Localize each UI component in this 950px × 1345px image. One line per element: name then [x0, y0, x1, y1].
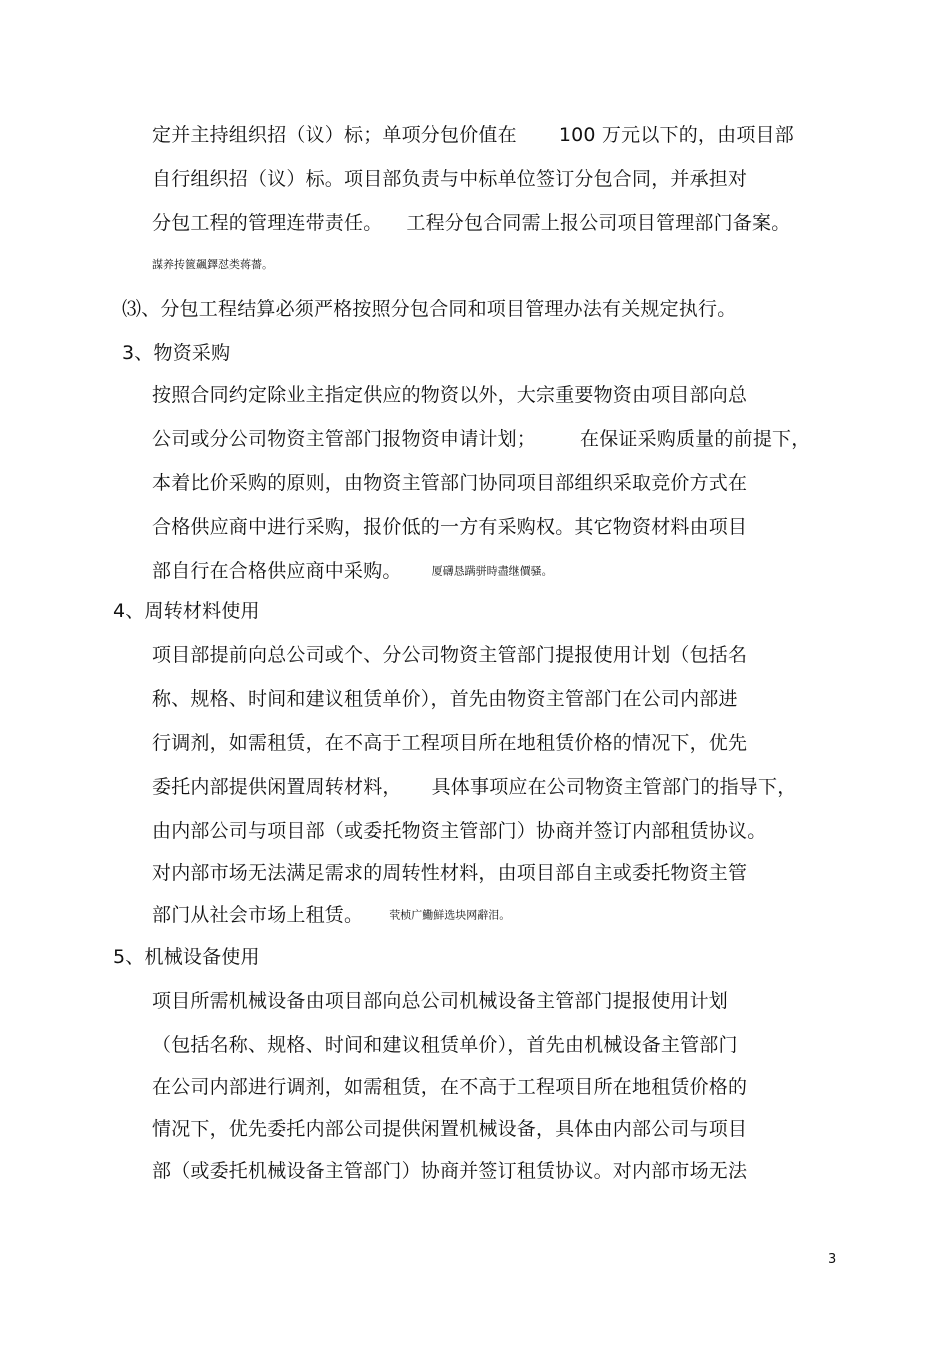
- page-number: 3: [828, 1252, 837, 1267]
- section-heading: 4、周转材料使用: [113, 600, 260, 622]
- garbled-text: 厦礴恳蹒骈時盡继價骚。: [431, 564, 553, 578]
- paragraph-line: 按照合同约定除业主指定供应的物资以外，大宗重要物资由项目部向总: [152, 384, 748, 406]
- paragraph-line: [152, 902, 510, 928]
- garbled-text: 謀养抟篋飆鐸怼类蒋薔。: [152, 258, 273, 271]
- text-segment: 部自行在合格供应商中采购。: [152, 560, 402, 582]
- paragraph-line: 部（或委托机械设备主管部门）协商并签订租赁协议。对内部市场无法: [152, 1160, 748, 1182]
- text-segment: 公司或分公司物资主管部门报物资申请计划；: [152, 428, 537, 450]
- paragraph-line: [152, 210, 790, 236]
- paragraph-line: [152, 122, 794, 148]
- text-segment: 部门从社会市场上租赁。: [152, 904, 364, 926]
- paragraph-line: 情况下，优先委托内部公司提供闲置机械设备，具体由内部公司与项目: [152, 1118, 748, 1140]
- paragraph-line: （包括名称、规格、时间和建议租赁单价），首先由机械设备主管部门: [152, 1034, 738, 1056]
- list-item: ⑶、分包工程结算必须严格按照分包合同和项目管理办法有关规定执行。: [122, 298, 737, 320]
- paragraph-line: [152, 426, 810, 452]
- paragraph-line: 对内部市场无法满足需求的周转性材料，由项目部自主或委托物资主管: [152, 862, 748, 884]
- text-segment: 分包工程的管理连带责任。: [152, 212, 383, 234]
- paragraph-line: 项目所需机械设备由项目部向总公司机械设备主管部门提报使用计划: [152, 990, 729, 1012]
- paragraph-line: 在公司内部进行调剂，如需租赁，在不高于工程项目所在地租赁价格的: [152, 1076, 748, 1098]
- text-segment: 在保证采购质量的前提下，: [580, 428, 811, 450]
- paragraph-line: 本着比价采购的原则，由物资主管部门协同项目部组织采取竞价方式在: [152, 472, 748, 494]
- paragraph-line: 自行组织招（议）标。项目部负责与中标单位签订分包合同，并承担对: [152, 168, 748, 190]
- paragraph-line: 行调剂，如需租赁，在不高于工程项目所在地租赁价格的情况下，优先: [152, 732, 748, 754]
- paragraph-line: 由内部公司与项目部（或委托物资主管部门）协商并签订内部租赁协议。: [152, 820, 767, 842]
- paragraph-line: 合格供应商中进行采购，报价低的一方有采购权。其它物资材料由项目: [152, 516, 748, 538]
- text-segment: 100 万元以下的，由项目部: [558, 124, 794, 146]
- paragraph-line: [152, 558, 553, 584]
- garbled-text: 茕桢广鰳鮮选块网辭泪。: [389, 908, 511, 922]
- paragraph-line: 称、规格、时间和建议租赁单价），首先由物资主管部门在公司内部进: [152, 688, 738, 710]
- text-segment: 委托内部提供闲置周转材料，: [152, 776, 402, 798]
- section-heading: 3、物资采购: [122, 342, 231, 364]
- paragraph-line: 项目部提前向总公司或个、分公司物资主管部门提报使用计划（包括名: [152, 644, 748, 666]
- paragraph-line: [152, 774, 796, 800]
- text-segment: 具体事项应在公司物资主管部门的指导下，: [431, 776, 797, 798]
- text-segment: 工程分包合同需上报公司项目管理部门备案。: [406, 212, 791, 234]
- text-segment: 定并主持组织招（议）标；单项分包价值在: [152, 124, 517, 146]
- section-heading: 5、机械设备使用: [113, 946, 260, 968]
